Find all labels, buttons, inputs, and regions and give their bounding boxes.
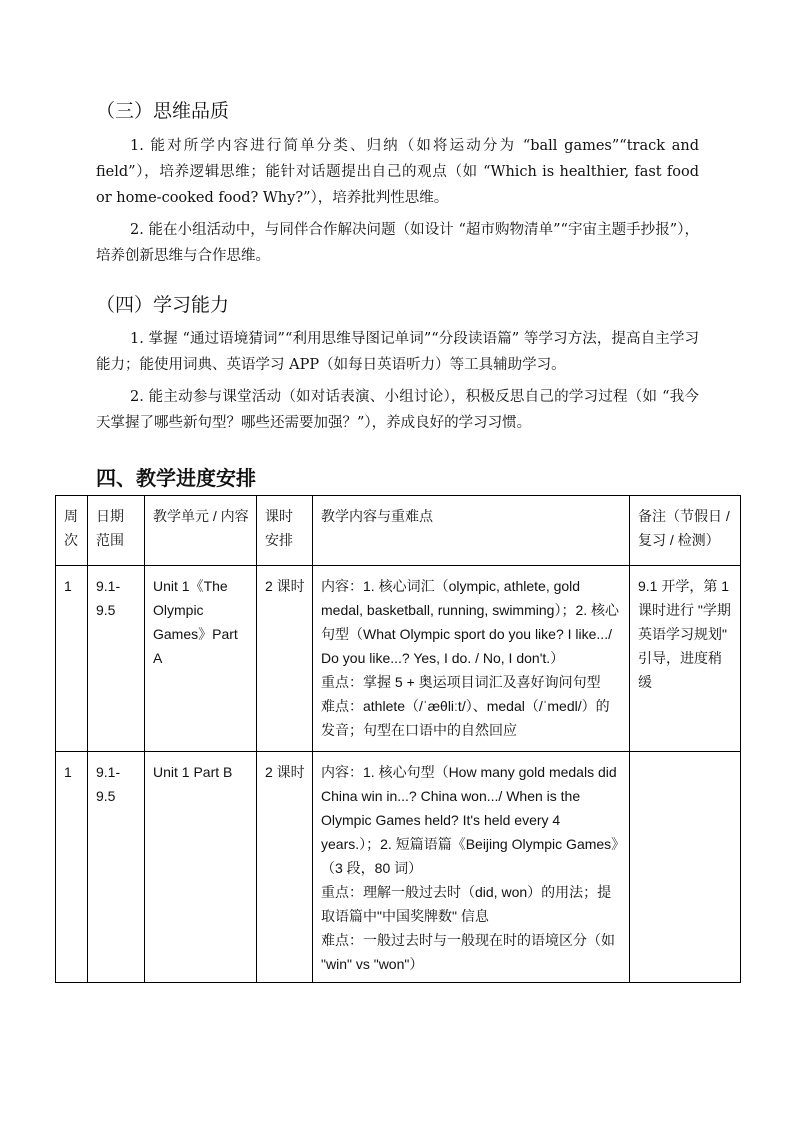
header-unit: 教学单元 / 内容: [145, 496, 257, 566]
cell-hours: 2 课时: [257, 752, 313, 983]
cell-content: [313, 752, 630, 983]
difficulty-text: 难点：athlete（/ˈæθliːt/）、medal（/ˈmedl/）的发音；句型在口语中的自然回应: [321, 698, 610, 738]
header-content: 教学内容与重难点: [313, 496, 630, 566]
cell-hours: 2 课时: [257, 566, 313, 752]
section-heading-learning: （四）学习能力: [96, 294, 230, 316]
key-points-text: 重点：掌握 5 + 奥运项目词汇及喜好询问句型: [321, 674, 601, 690]
schedule-title: 四、教学进度安排: [96, 466, 256, 490]
content-text: 内容：1. 核心句型（How many gold medals did China win in...? China won.../ When is the Olympic Games held? It's held every 4 years.）；2. 短篇语篇《Beijing Olympic Games》（3 段，80 词）: [321, 764, 619, 876]
schedule-table: [55, 495, 741, 983]
table-header-row: [56, 496, 741, 566]
cell-unit: Unit 1 Part B: [145, 752, 257, 983]
cell-week: 1: [56, 566, 88, 752]
cell-dates: 9.1-9.5: [88, 752, 145, 983]
thinking-paragraph-2: 2. 能在小组活动中，与同伴合作解决问题（如设计 “超市购物清单”“宇宙主题手抄报”），培养创新思维与合作思维。: [96, 222, 699, 264]
learning-paragraph-1: 1. 掌握 “通过语境猜词”“利用思维导图记单词”“分段读语篇” 等学习方法，提高自主学习能力；能使用词典、英语学习 APP（如每日英语听力）等工具辅助学习。: [96, 331, 699, 373]
table-row: [56, 566, 741, 752]
key-points-text: 重点：理解一般过去时（did, won）的用法；提取语篇中"中国奖牌数" 信息: [321, 884, 612, 924]
table-row: [56, 752, 741, 983]
header-hours: 课时安排: [257, 496, 313, 566]
header-week: 周次: [56, 496, 88, 566]
cell-notes: [630, 752, 741, 983]
content-text: 内容：1. 核心词汇（olympic, athlete, gold medal, basketball, running, swimming）；2. 核心句型（What Olympic sport do you like? I like.../ Do you like...? Yes, I do. / No, I don't.）: [321, 578, 620, 666]
cell-unit: Unit 1《The Olympic Games》Part A: [145, 566, 257, 752]
thinking-paragraph-1: 1. 能对所学内容进行简单分类、归纳（如将运动分为 “ball games”“track and field”），培养逻辑思维；能针对话题提出自己的观点（如 “Which is healthier, fast food or home-cooked food? Why?”），培养批判性思维。: [96, 138, 699, 206]
cell-notes: 9.1 开学，第 1 课时进行 "学期英语学习规划" 引导，进度稍缓: [630, 566, 741, 752]
cell-content: [313, 566, 630, 752]
header-dates: 日期范围: [88, 496, 145, 566]
difficulty-text: 难点：一般过去时与一般现在时的语境区分（如 "win" vs "won"）: [321, 932, 615, 972]
cell-dates: 9.1-9.5: [88, 566, 145, 752]
section-heading-thinking: （三）思维品质: [96, 100, 230, 122]
cell-week: 1: [56, 752, 88, 983]
header-notes: 备注（节假日 / 复习 / 检测）: [630, 496, 741, 566]
learning-paragraph-2: 2. 能主动参与课堂活动（如对话表演、小组讨论），积极反思自己的学习过程（如 “我今天掌握了哪些新句型？哪些还需要加强？”），养成良好的学习习惯。: [96, 389, 699, 431]
